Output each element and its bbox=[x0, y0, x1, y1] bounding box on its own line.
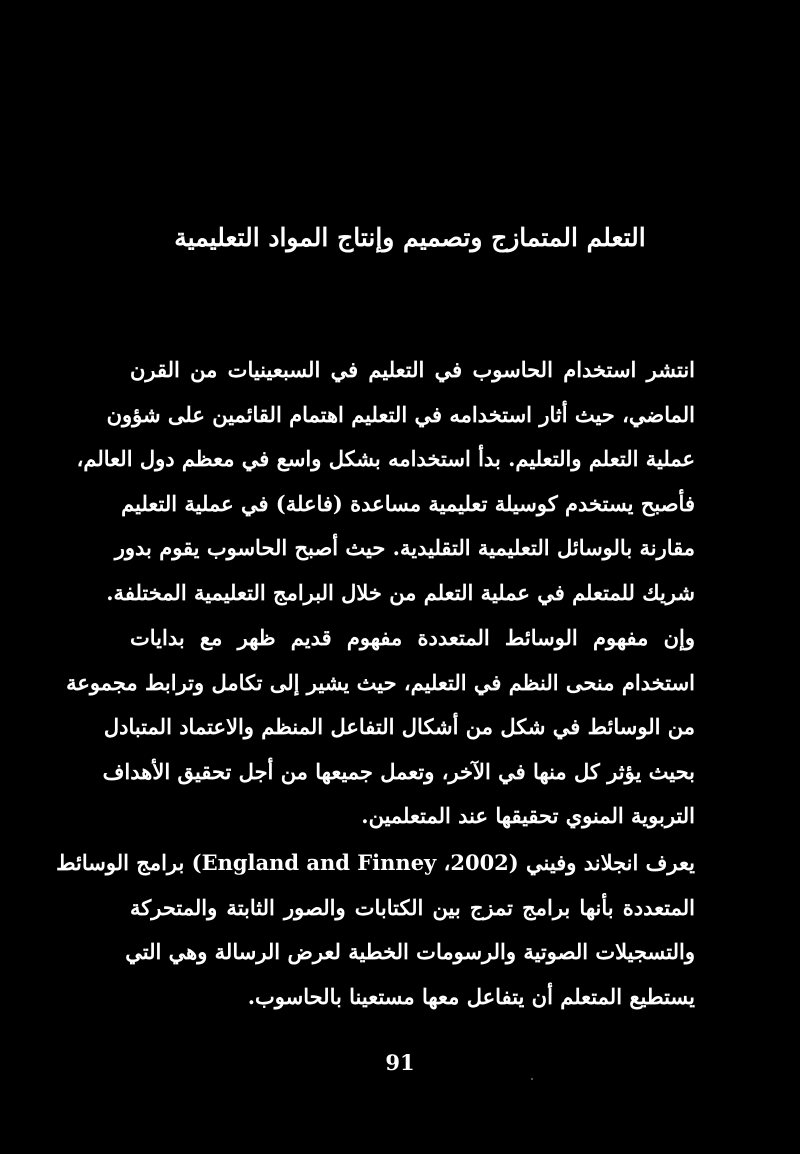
chapter-title: التعلم المتمازج وتصميم وإنتاج المواد التعليمية bbox=[174, 223, 646, 252]
text-line: انتشر استخدام الحاسوب في التعليم في السبعينيات من القرن bbox=[130, 357, 695, 382]
text-line: من الوسائط في شكل من أشكال التفاعل المنظم والاعتماد المتبادل bbox=[103, 714, 695, 740]
text-line: مقارنة بالوسائل التعليمية التقليدية. حيث أصبح الحاسوب يقوم بدور bbox=[114, 535, 695, 561]
text-line: التربوية المنوي تحقيقها عند المتعلمين. bbox=[361, 803, 695, 829]
scan-speck bbox=[531, 1078, 533, 1080]
text-line: بحيث يؤثر كل منها في الآخر، وتعمل جميعها من أجل تحقيق الأهداف bbox=[102, 758, 695, 784]
text-line: فأصبح يستخدم كوسيلة تعليمية مساعدة (فاعلة) في عملية التعليم bbox=[121, 490, 695, 516]
text-line: استخدام منحى النظم في التعليم، حيث يشير إلى تكامل وترابط مجموعة bbox=[66, 669, 695, 695]
text-line: يستطيع المتعلم أن يتفاعل معها مستعينا بالحاسوب. bbox=[247, 983, 695, 1009]
text-line: وإن مفهوم الوسائط المتعددة مفهوم قديم ظهر مع بدايات bbox=[130, 625, 695, 650]
paragraph-multimedia-definition bbox=[56, 841, 695, 1019]
page-number: 91 bbox=[385, 1050, 415, 1075]
text-line: والتسجيلات الصوتية والرسومات الخطية لعرض الرسالة وهي التي bbox=[125, 939, 695, 965]
text-line: الماضي، حيث أثار استخدامه في التعليم اهتمام القائمين على شؤون bbox=[106, 401, 695, 427]
text-line: المتعددة بأنها برامج تمزج بين الكتابات والصور الثابتة والمتحركة bbox=[130, 894, 695, 920]
text-line: عملية التعلم والتعليم. بدأ استخدامه بشكل واسع في معظم دول العالم، bbox=[76, 446, 695, 472]
text-line: شريك للمتعلم في عملية التعلم من خلال البرامج التعليمية المختلفة. bbox=[106, 579, 695, 605]
paragraph-computer-in-education bbox=[76, 348, 695, 616]
paragraph-multimedia-concept bbox=[66, 616, 695, 839]
text-line: يعرف انجلاند وفيني (England and Finney ،2002) برامج الوسائط bbox=[56, 850, 695, 875]
